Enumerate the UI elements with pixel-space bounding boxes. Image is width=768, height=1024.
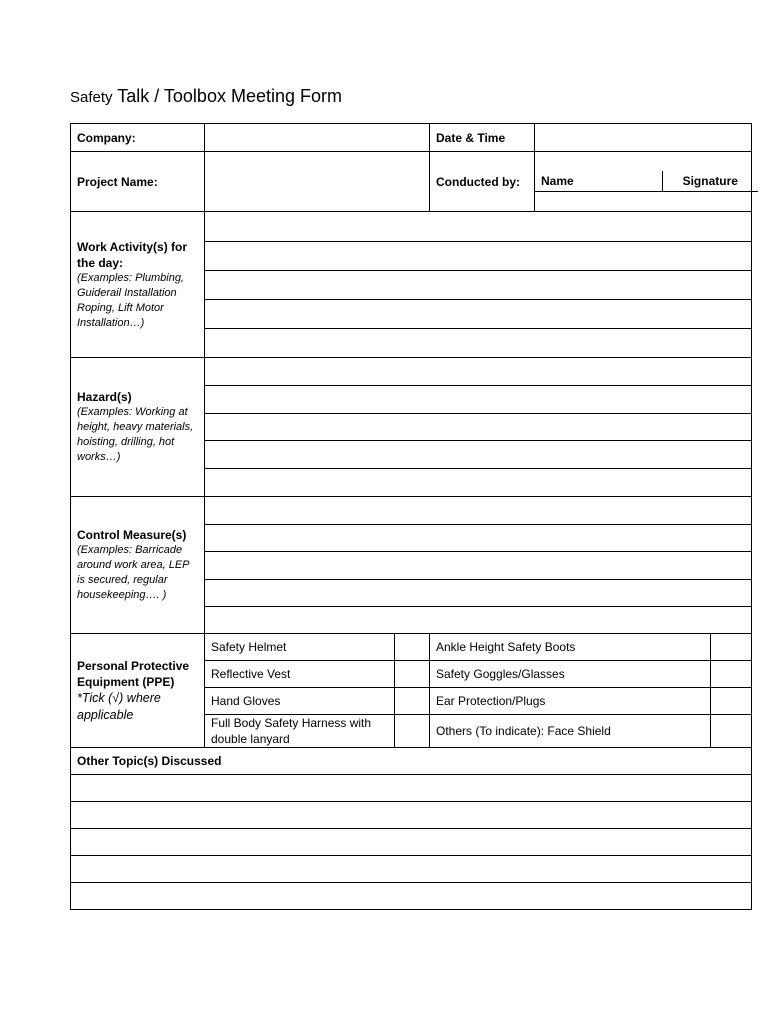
control-line[interactable] bbox=[205, 580, 752, 607]
ppe-item: Safety Helmet bbox=[205, 634, 395, 661]
hazard-line[interactable] bbox=[205, 358, 752, 386]
work-activity-line[interactable] bbox=[205, 212, 752, 242]
control-line[interactable] bbox=[205, 552, 752, 580]
hazard-line[interactable] bbox=[205, 469, 752, 497]
conducted-by-label: Conducted by: bbox=[430, 152, 535, 212]
ppe-note: *Tick (√) where applicable bbox=[77, 690, 161, 722]
date-time-label: Date & Time bbox=[430, 124, 535, 152]
signature-header: Signature bbox=[662, 171, 758, 191]
ppe-tick-box[interactable] bbox=[395, 715, 430, 748]
project-name-label: Project Name: bbox=[71, 152, 205, 212]
title-main: Talk / Toolbox Meeting Form bbox=[117, 86, 342, 106]
ppe-item: Safety Goggles/Glasses bbox=[430, 661, 711, 688]
hazards-label-cell bbox=[71, 358, 205, 497]
work-activity-label-cell bbox=[71, 212, 205, 358]
work-activity-label: Work Activity(s) for the day: bbox=[77, 239, 188, 270]
other-topics-label: Other Topic(s) Discussed bbox=[71, 748, 752, 775]
other-topic-line[interactable] bbox=[71, 775, 752, 802]
control-line[interactable] bbox=[205, 497, 752, 525]
ppe-tick-box[interactable] bbox=[711, 688, 752, 715]
ppe-item: Others (To indicate): Face Shield bbox=[430, 715, 711, 748]
hazards-examples: (Examples: Working at height, heavy materials, hoisting, drilling, hot works…) bbox=[77, 406, 194, 463]
work-activity-line[interactable] bbox=[205, 242, 752, 271]
ppe-item: Full Body Safety Harness with double lanyard bbox=[205, 715, 395, 748]
other-topic-line[interactable] bbox=[71, 802, 752, 829]
title-prefix: Safety bbox=[70, 89, 113, 106]
company-label: Company: bbox=[71, 124, 205, 152]
ppe-tick-box[interactable] bbox=[711, 661, 752, 688]
work-activity-line[interactable] bbox=[205, 329, 752, 358]
ppe-tick-box[interactable] bbox=[395, 661, 430, 688]
ppe-tick-box[interactable] bbox=[711, 634, 752, 661]
company-field[interactable] bbox=[205, 124, 430, 152]
control-line[interactable] bbox=[205, 607, 752, 634]
ppe-item: Ear Protection/Plugs bbox=[430, 688, 711, 715]
conductor-signature-field[interactable] bbox=[662, 191, 758, 192]
control-examples: (Examples: Barricade around work area, LEP is secured, regular housekeeping…. ) bbox=[77, 544, 190, 601]
control-line[interactable] bbox=[205, 525, 752, 552]
ppe-label-cell bbox=[71, 634, 205, 748]
ppe-tick-box[interactable] bbox=[395, 634, 430, 661]
ppe-item: Hand Gloves bbox=[205, 688, 395, 715]
control-label-cell bbox=[71, 497, 205, 634]
work-activity-line[interactable] bbox=[205, 271, 752, 300]
work-activity-examples: (Examples: Plumbing, Guiderail Installation Roping, Lift Motor Installation…) bbox=[77, 271, 184, 329]
ppe-item: Reflective Vest bbox=[205, 661, 395, 688]
hazard-line[interactable] bbox=[205, 386, 752, 414]
ppe-tick-box[interactable] bbox=[395, 688, 430, 715]
date-time-field[interactable] bbox=[535, 124, 752, 152]
conducted-by-cell bbox=[535, 152, 752, 212]
hazards-label: Hazard(s) bbox=[77, 390, 132, 404]
ppe-tick-box[interactable] bbox=[711, 715, 752, 748]
name-header: Name bbox=[535, 171, 662, 191]
ppe-label: Personal Protective Equipment (PPE) bbox=[77, 658, 190, 689]
work-activity-line[interactable] bbox=[205, 300, 752, 329]
other-topic-line[interactable] bbox=[71, 856, 752, 883]
ppe-item: Ankle Height Safety Boots bbox=[430, 634, 711, 661]
control-label: Control Measure(s) bbox=[77, 528, 187, 542]
other-topic-line[interactable] bbox=[71, 829, 752, 856]
conducted-by-grid bbox=[535, 171, 758, 192]
hazard-line[interactable] bbox=[205, 441, 752, 469]
hazard-line[interactable] bbox=[205, 414, 752, 441]
toolbox-form bbox=[70, 123, 752, 910]
other-topic-line[interactable] bbox=[71, 883, 752, 910]
conductor-name-field[interactable] bbox=[535, 191, 662, 192]
project-name-field[interactable] bbox=[205, 152, 430, 212]
page-title bbox=[70, 86, 342, 107]
